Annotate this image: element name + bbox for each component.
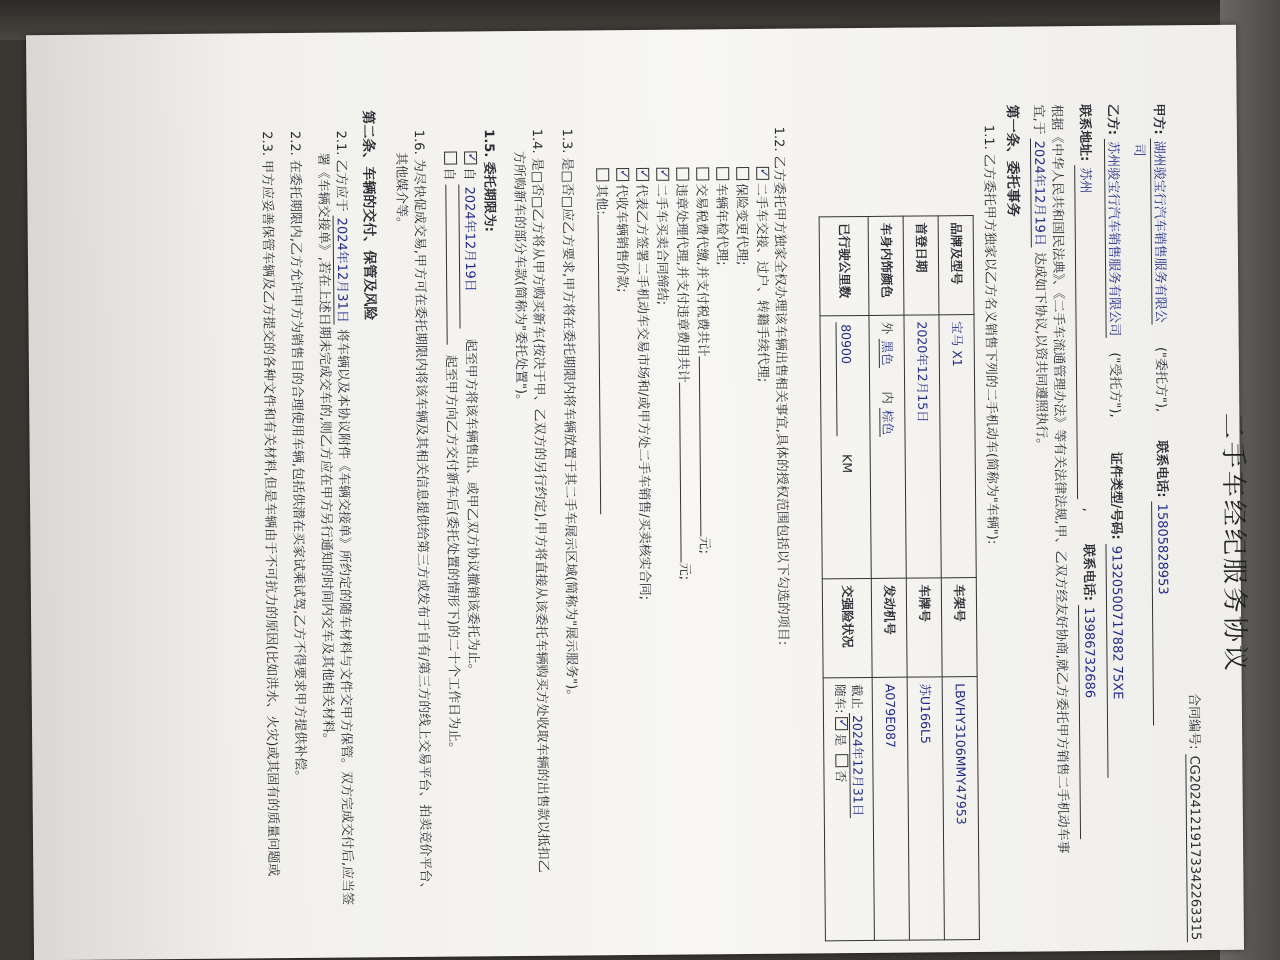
no-label: 否: [833, 769, 849, 783]
party-a-phone: 15805828953: [1152, 502, 1173, 726]
preamble-text: 宜,于: [1030, 104, 1046, 135]
item-checkbox[interactable]: [716, 167, 729, 180]
contract-number: [1184, 693, 1204, 942]
preamble-line-1: 根据《中华人民共和国民法典》、《二手车流通管理办法》等有关法律法规,甲、乙双方经友好协商,就乙方委托甲方销售二手机动车事: [1048, 104, 1071, 854]
table-row: [903, 216, 944, 940]
contract-number-label: 合同编号:: [1185, 693, 1202, 750]
insurance-until-date: 2024年12月31日: [849, 713, 866, 818]
term-2-checkbox[interactable]: [444, 152, 457, 165]
contract-document: [142, 83, 1259, 953]
preamble-line-2: [1029, 104, 1050, 451]
color-int-value: 棕色: [880, 408, 896, 437]
color-ext-label: 外: [879, 321, 896, 335]
party-a-label: 甲方:: [1150, 103, 1166, 135]
clause-1-2: 1.2. 乙方委托甲方独家全权办理该车辆出售相关事宜,具体的授权范围包括以下勾选的项目:: [770, 126, 791, 646]
clause-1-4-line-1: 1.4. 是□否□乙方将从甲方购买新车(按决于甲、乙双方的另行约定),甲方将直接从该委托车辆购买方处收取车辆的出售款以抵扣乙: [528, 128, 551, 873]
c12-item: [652, 168, 671, 306]
from-label-2: 自: [441, 167, 457, 181]
paper-sheet: [26, 25, 1250, 960]
color-int-label: 内: [880, 391, 896, 404]
party-a-name-cont: 司: [1130, 143, 1147, 157]
mileage-value: [820, 315, 871, 578]
reg-date-value: 2020年12月15日: [904, 315, 941, 578]
yes-checkbox[interactable]: [835, 717, 848, 730]
article-1-title: 第一条、委托事务: [1003, 104, 1021, 217]
engine-label: 发动机号: [871, 578, 907, 677]
from-label: 自: [461, 167, 477, 181]
insurance-value: [823, 677, 874, 940]
contact-phone-value: 13986732686: [1078, 605, 1099, 839]
color-ext-value: 黑色: [879, 338, 895, 367]
insurance-label: 交强险状况: [822, 578, 872, 677]
party-a-phone-label: 联系电话:: [1153, 440, 1170, 498]
yuan-label: 元;: [696, 536, 712, 554]
insurance-until-label: 截止: [849, 684, 865, 710]
yes-label: 是: [833, 733, 849, 746]
term-from-date: 2024年12月19日: [459, 185, 479, 329]
term-1-text: 起至甲方将该车辆售出、或甲乙双方协议撤销该委托为止。: [462, 338, 481, 677]
party-b-row: [1102, 104, 1126, 778]
party-b-label: 乙方:: [1104, 103, 1120, 136]
table-row: [868, 216, 909, 940]
item-label: 二手车交接、过户、转籍手续代理;: [753, 182, 771, 383]
clause-2-1-line-2: 署《车辆交接单》,若在上述日期未完成交车的,则乙方应在甲方另行通知的时间内交车及其他相关材料。: [315, 152, 336, 747]
contact-phone-label: 联系电话:: [1080, 543, 1096, 602]
clause-1-3: 1.3. 是□否□应乙方要求,甲方将在委托期限内将车辆放置于其二手车展示区域(简称为"展示服务")。: [558, 128, 579, 703]
item-label: 车辆年检代理;: [713, 183, 730, 266]
party-a-name: 湖州骏宝行汽车销售服务有限公: [1150, 139, 1168, 325]
table-row: [819, 216, 874, 940]
clause-2-1-text-cont: 将车辆以及本协议附件《车辆交接单》所约定的随车材料与文件交甲方保管。双方完成交付后,应当签: [334, 328, 355, 906]
mileage-number: 80900: [836, 322, 855, 436]
item-checkbox[interactable]: [616, 168, 629, 181]
item-label: 代收车辆销售价款;: [613, 184, 630, 293]
color-label: 车身内饰颜色: [868, 216, 904, 315]
party-b-name: 苏州骏宝行汽车销售服务有限公司: [1104, 139, 1122, 338]
clause-2-1-date: 2024年12月31日: [333, 216, 350, 325]
brand-label: 品牌及型号: [938, 216, 974, 315]
preamble-date: 2024年12月19日: [1030, 139, 1047, 248]
c12-item: [752, 167, 771, 383]
address-row: 联系地址: 苏州 , 联系电话: 13986732686: [1074, 104, 1099, 839]
c12-item: [712, 167, 730, 266]
clause-2-1-text: 2.1. 乙方应于: [332, 130, 349, 212]
clause-1-5: 1.5. 委托期限为:: [480, 129, 497, 233]
vin-label: 车架号: [941, 578, 977, 677]
mileage-unit: KM: [839, 454, 855, 474]
color-value: [869, 315, 906, 578]
address-label: 联系地址:: [1076, 104, 1093, 162]
c12-item: [692, 167, 713, 554]
address-value: 苏州: [1075, 165, 1096, 499]
c12-item: [612, 168, 631, 293]
document-title: 二手车经纪服务协议: [1217, 412, 1250, 674]
item-checkbox[interactable]: [656, 168, 669, 181]
term-2-text: 起至甲方向乙方交付新车后(委托处置的情形下)的二十个工作日为止。: [442, 354, 462, 756]
no-checkbox[interactable]: [835, 754, 848, 767]
party-a-role: ("委托方"),: [1152, 346, 1169, 413]
item-label: 其他:: [593, 184, 609, 215]
plate-value: 苏U166L5: [907, 677, 944, 940]
item-label: 代表乙方签署二手机动车交易市场和/或甲方处二手车销售/买卖核实合同;: [633, 183, 652, 601]
vehicle-info-table: [819, 215, 980, 941]
party-b-id-label: 证件类型/号码:: [1107, 451, 1124, 540]
item-label: 违章处理代理,并支付违章费用共计: [673, 183, 691, 383]
engine-value: A079E087: [872, 677, 909, 940]
clause-2-2: 2.2. 在委托期限内,乙方允许甲方为销售目的合理使用车辆,包括供潜在买家试乘试驾,乙方不得要求甲方提供补偿。: [286, 130, 308, 784]
item-label: 二手车买卖合同缔结;: [653, 183, 670, 306]
reg-date-label: 首登日期: [903, 216, 939, 315]
item-checkbox[interactable]: [636, 168, 649, 181]
item-checkbox[interactable]: [596, 168, 609, 181]
item-checkbox[interactable]: [756, 167, 769, 180]
c12-item: [592, 168, 613, 515]
brand-value: 宝马 X1: [939, 315, 976, 578]
clause-2-1-line-1: [331, 130, 355, 905]
c12-item: [632, 168, 653, 600]
with-car-label: 随车:: [832, 684, 848, 714]
article-2-title: 第二条、车辆的交付、保管及风险: [359, 110, 378, 321]
term-1-checkbox[interactable]: [464, 151, 477, 164]
yuan-label: 元;: [676, 562, 692, 581]
item-checkbox[interactable]: [696, 167, 709, 180]
party-b-role: ("受托方"),: [1106, 352, 1123, 418]
clause-1-6-line-2: 其他媒介等。: [393, 151, 409, 231]
clause-2-3: 2.3. 甲方应妥善保管车辆及乙方提交的各种文件和有关材料,但是车辆由于不可抗力的原因(比如洪水、火灾)或其固有的质量问题或: [258, 131, 281, 877]
item-label: 交易税费代缴,并支付税费共计: [693, 183, 710, 357]
c12-item: [732, 167, 750, 266]
plate-label: 车牌号: [906, 578, 942, 677]
contract-number-value: CG20241219173342263315: [1185, 754, 1203, 943]
table-row: [938, 216, 979, 940]
term-option-1: [458, 151, 481, 676]
item-checkbox[interactable]: [676, 168, 689, 181]
clause-1-4-line-2: 方所购新车的部分车款(简称为"委托处置")。: [511, 150, 529, 408]
c12-item: [672, 168, 693, 581]
vin-value: LBVHY3106MMY47953: [942, 677, 979, 940]
preamble-text-end: 达成如下协议,以资共同遵照执行。: [1031, 251, 1049, 452]
item-label: 保险变更代理;: [733, 182, 750, 266]
party-a-row: [1148, 103, 1172, 725]
item-checkbox[interactable]: [736, 167, 749, 180]
mileage-label: 已行驶公里数: [819, 216, 869, 315]
clause-1-6-line-1: 1.6. 为尽快促成交易,甲方可在委托期限内将该车辆及其相关信息提供给第三方或发布于自有/第三方的线上交易平台、拍卖竞价平台、: [410, 129, 433, 896]
clause-1-1: 1.1. 乙方委托甲方独家以乙方名义销售下列的二手机动车(简称为"车辆"):: [980, 124, 1000, 545]
party-b-id: 91320500717882 75XE: [1106, 544, 1127, 778]
